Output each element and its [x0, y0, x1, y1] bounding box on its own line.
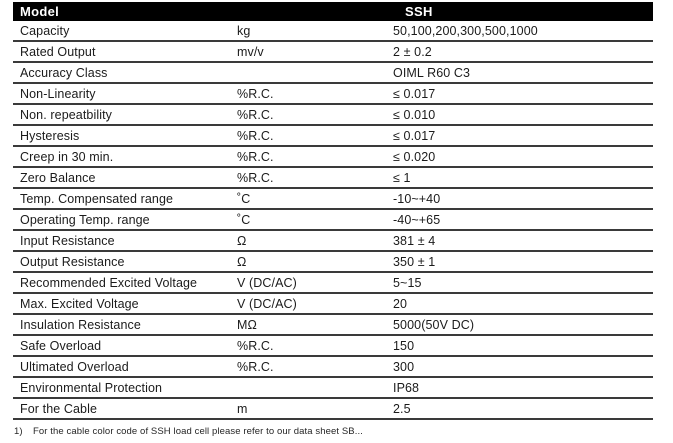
spec-label: Rated Output — [20, 44, 96, 59]
spec-value: ≤ 0.017 — [393, 86, 436, 101]
spec-row-operating-temp-range — [13, 210, 653, 231]
spec-label: Temp. Compensated range — [20, 191, 174, 206]
spec-label: Environmental Protection — [20, 380, 163, 395]
spec-row-safe-overload — [13, 336, 653, 357]
spec-unit: %R.C. — [237, 128, 274, 143]
spec-label: Hysteresis — [20, 128, 80, 143]
spec-value: -40~+65 — [393, 212, 441, 227]
header-ssh-label: SSH — [405, 4, 433, 19]
spec-label: Insulation Resistance — [20, 317, 141, 332]
spec-label: Ultimated Overload — [20, 359, 129, 374]
spec-value: 381 ± 4 — [393, 233, 436, 248]
spec-unit: V (DC/AC) — [237, 275, 297, 290]
table-header-row — [13, 2, 653, 21]
spec-label: Output Resistance — [20, 254, 125, 269]
spec-unit: %R.C. — [237, 170, 274, 185]
spec-unit: ˚C — [237, 191, 251, 206]
spec-label: Operating Temp. range — [20, 212, 150, 227]
spec-unit: %R.C. — [237, 359, 274, 374]
spec-value: 150 — [393, 338, 415, 353]
spec-row-ultimated-overload — [13, 357, 653, 378]
spec-row-output-resistance — [13, 252, 653, 273]
spec-value: 350 ± 1 — [393, 254, 436, 269]
spec-row-accuracy-class — [13, 63, 653, 84]
spec-unit: V (DC/AC) — [237, 296, 297, 311]
spec-row-hysteresis — [13, 126, 653, 147]
header-model-label: Model — [20, 4, 60, 19]
footnote-marker: 1) — [14, 426, 23, 437]
spec-label: Non-Linearity — [20, 86, 96, 101]
spec-row-recommended-excited-voltage — [13, 273, 653, 294]
spec-value: ≤ 1 — [393, 170, 411, 185]
spec-value: 300 — [393, 359, 415, 374]
spec-row-rated-output — [13, 42, 653, 63]
spec-value: ≤ 0.010 — [393, 107, 436, 122]
spec-value: ≤ 0.017 — [393, 128, 436, 143]
spec-value: -10~+40 — [393, 191, 441, 206]
spec-unit: Ω — [237, 233, 247, 248]
spec-label: Max. Excited Voltage — [20, 296, 139, 311]
spec-unit: ˚C — [237, 212, 251, 227]
spec-unit: MΩ — [237, 317, 257, 332]
spec-unit: %R.C. — [237, 86, 274, 101]
spec-label: Recommended Excited Voltage — [20, 275, 198, 290]
spec-label: Input Resistance — [20, 233, 115, 248]
spec-unit: m — [237, 401, 248, 416]
spec-row-environmental-protection — [13, 378, 653, 399]
spec-unit: %R.C. — [237, 149, 274, 164]
footnote-text: For the cable color code of SSH load cell please refer to our data sheet SB... — [33, 426, 363, 437]
spec-row-cable-length — [13, 399, 653, 420]
spec-row-temp-compensated-range — [13, 189, 653, 210]
spec-row-capacity — [13, 21, 653, 42]
spec-value: 50,100,200,300,500,1000 — [393, 23, 538, 38]
spec-unit: kg — [237, 23, 251, 38]
spec-label: Safe Overload — [20, 338, 102, 353]
footnote — [14, 426, 363, 437]
spec-label: For the Cable — [20, 401, 98, 416]
spec-value: 5~15 — [393, 275, 422, 290]
spec-table — [13, 2, 653, 420]
spec-value: 2 ± 0.2 — [393, 44, 432, 59]
spec-value: ≤ 0.020 — [393, 149, 436, 164]
spec-value: 20 — [393, 296, 408, 311]
spec-value: 5000(50V DC) — [393, 317, 475, 332]
spec-label: Creep in 30 min. — [20, 149, 114, 164]
spec-label: Non. repeatbility — [20, 107, 113, 122]
spec-unit: mv/v — [237, 44, 264, 59]
spec-row-zero-balance — [13, 168, 653, 189]
spec-label: Accuracy Class — [20, 65, 108, 80]
spec-label: Zero Balance — [20, 170, 96, 185]
spec-value: 2.5 — [393, 401, 411, 416]
spec-row-non-linearity — [13, 84, 653, 105]
spec-row-repeatability — [13, 105, 653, 126]
spec-unit: Ω — [237, 254, 247, 269]
spec-value: IP68 — [393, 380, 420, 395]
spec-row-max-excited-voltage — [13, 294, 653, 315]
spec-row-input-resistance — [13, 231, 653, 252]
spec-label: Capacity — [20, 23, 70, 38]
spec-value: OIML R60 C3 — [393, 65, 471, 80]
spec-unit: %R.C. — [237, 107, 274, 122]
spec-unit: %R.C. — [237, 338, 274, 353]
spec-row-insulation-resistance — [13, 315, 653, 336]
spec-row-creep — [13, 147, 653, 168]
